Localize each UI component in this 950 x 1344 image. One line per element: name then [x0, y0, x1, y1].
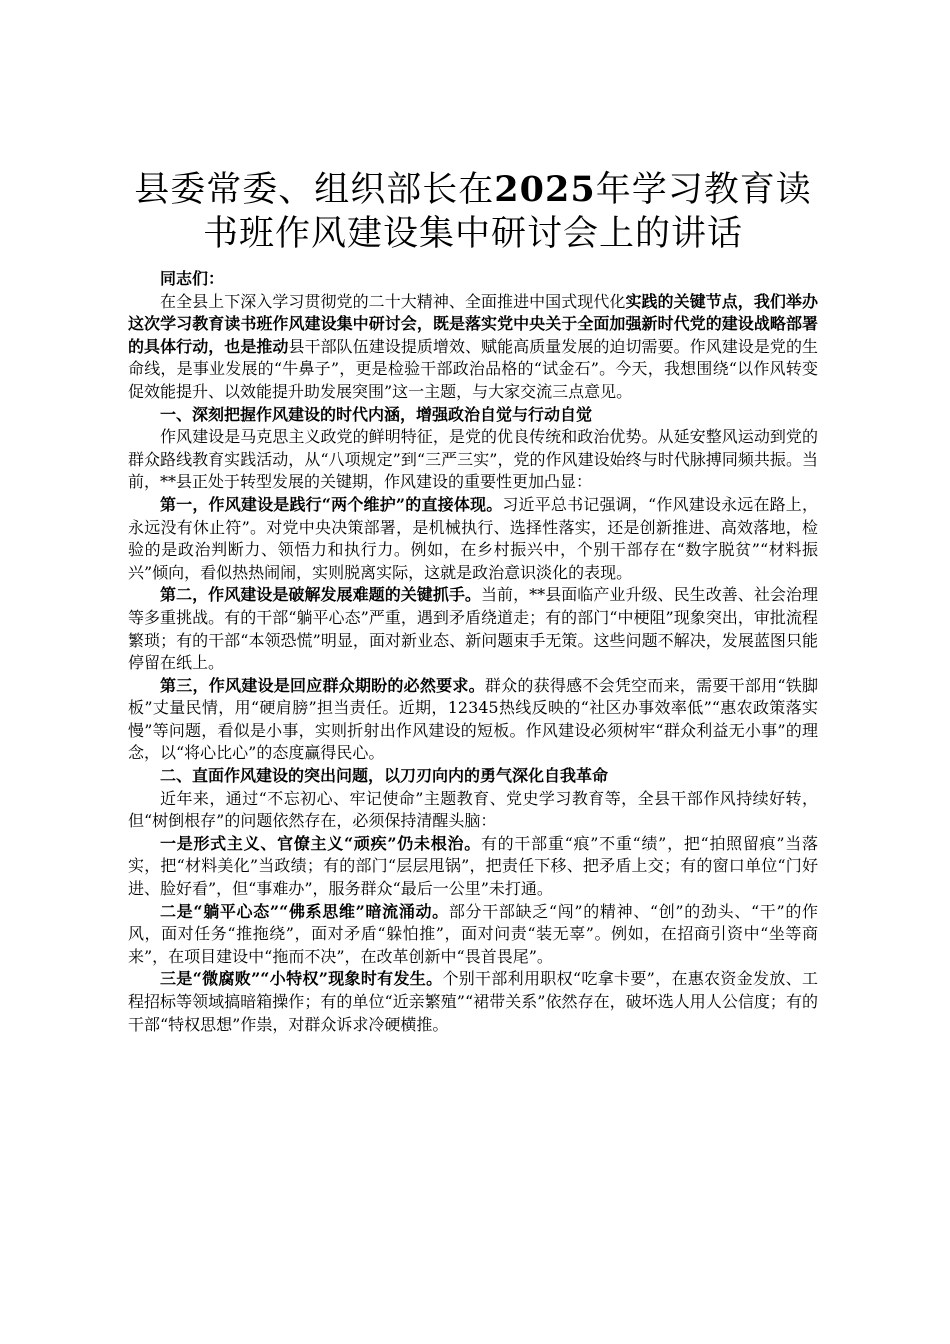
section2-point-2: [128, 901, 818, 969]
section2-point-2-lead: 二是“躺平心态”“佛系思维”暗流涌动。: [160, 901, 449, 921]
section2-point-1-text: 有的干部重“痕”不重“绩”，把“拍照留痕”当落实，把“材料美化”当政绩；有的部门“层层甩锅”，把责任下移、把矛盾上交；有的窗口单位“门好进、脸好看”，但“事难办”，服务群众“最后一公里”未打通。: [128, 833, 818, 899]
intro-text-1: 在全县上下深入学习贯彻党的二十大精神、全面推进中国式现代化: [160, 291, 626, 311]
section2-point-2-text: 部分干部缺乏“闯”的精神、“创”的劲头、“干”的作风，面对任务“推拖绕”，面对矛盾“躲怕推”，面对问责“装无辜”。例如，在招商引资中“坐等商来”，在项目建设中“拖而不决”，在改革创新中“畏首畏尾”。: [128, 901, 818, 966]
salutation: 同志们：: [160, 269, 225, 288]
section2-point-1-lead: 一是形式主义、官僚主义“顽疾”仍未根治。: [160, 833, 481, 853]
document-body: [128, 268, 818, 1036]
section1-point-1: [128, 494, 818, 584]
section2-intro: 近年来，通过“不忘初心、牢记使命”主题教育、党史学习教育等，全县干部作风持续好转，但“树倒根存”的问题依然存在，必须保持清醒头脑：: [128, 788, 818, 831]
section1-point-3: [128, 675, 818, 765]
title-part2: 年学习教育读书班作风建设集中研讨会上的讲话: [202, 170, 812, 254]
document-page: [128, 168, 818, 1036]
section2-point-3-lead: 三是“微腐败”“小特权”现象时有发生。: [160, 969, 443, 989]
section1-point-3-lead: 第三，作风建设是回应群众期盼的必然要求。: [160, 675, 485, 695]
intro-text-2: 县干部队伍建设提质增效、赋能高质量发展的迫切需要。作风建设是党的生命线，是事业发展的“牛鼻子”，更是检验干部政治品格的“试金石”。今天，我想围绕“以作风转变促效能提升、以效能提升助发展突围”这一主题，与大家交流三点意见。: [128, 336, 818, 401]
section1-heading: 一、深刻把握作风建设的时代内涵，增强政治自觉与行动自觉: [160, 404, 593, 424]
section1-point-2-text: 当前，**县面临产业升级、民生改善、社会治理等多重挑战。有的干部“躺平心态”严重，遇到矛盾绕道走；有的部门“中梗阻”现象突出，审批流程繁琐；有的干部“本领恐慌”明显，面对新业态、新问题束手无策。这些问题不解决，发展蓝图只能停留在纸上。: [128, 585, 818, 673]
title-year: 2025: [494, 169, 596, 210]
section1-point-1-lead: 第一，作风建设是践行“两个维护”的直接体现。: [160, 494, 503, 514]
section1-point-3-text: 群众的获得感不会凭空而来，需要干部用“铁脚板”丈量民情，用“硬肩膀”担当责任。近期，12345热线反映的“社区办事效率低”“惠农政策落实慢”等问题，看似是小事，实则折射出作风建设的短板。作风建设必须树牢“群众利益无小事”的理念，以“将心比心”的态度赢得民心。: [128, 675, 818, 763]
section2-point-1: [128, 833, 818, 901]
section1-point-2: [128, 584, 818, 674]
section2-point-3-text: 个别干部利用职权“吃拿卡要”，在惠农资金发放、工程招标等领域搞暗箱操作；有的单位“近亲繁殖”“裙带关系”依然存在，破坏选人用人公信度；有的干部“特权思想”作祟，对群众诉求冷硬横推。: [128, 969, 818, 1034]
section1-intro: 作风建设是马克思主义政党的鲜明特征，是党的优良传统和政治优势。从延安整风运动到党的群众路线教育实践活动，从“八项规定”到“三严三实”，党的作风建设始终与时代脉搏同频共振。当前，**县正处于转型发展的关键期，作风建设的重要性更加凸显：: [128, 427, 818, 492]
section2-heading: 二、直面作风建设的突出问题，以刀刃向内的勇气深化自我革命: [160, 766, 609, 786]
section1-point-2-lead: 第二，作风建设是破解发展难题的关键抓手。: [160, 585, 481, 605]
document-title: [128, 168, 818, 256]
section1-point-1-text: 习近平总书记强调，“作风建设永远在路上，永远没有休止符”。对党中央决策部署，是机械执行、选择性落实，还是创新推进、高效落地，检验的是政治判断力、领悟力和执行力。例如，在乡村振兴中，个别干部存在“数字脱贫”“材料振兴”倾向，看似热热闹闹，实则脱离实际，这就是政治意识淡化的表现。: [128, 494, 818, 582]
intro-paragraph: [128, 291, 818, 404]
title-part1: 县委常委、组织部长在: [134, 170, 495, 210]
section2-point-3: [128, 968, 818, 1036]
intro-bold: 实践的关键节点，我们举办这次学习教育读书班作风建设集中研讨会，既是落实党中央关于全面加强新时代党的建设战略部署的具体行动，也是推动: [128, 291, 818, 356]
